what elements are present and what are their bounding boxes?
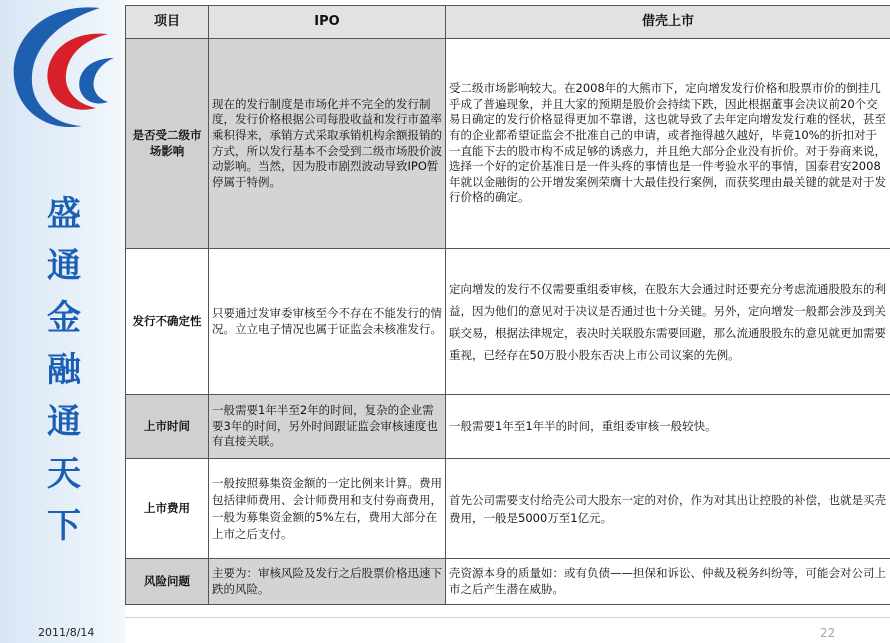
slogan-char: 金	[47, 298, 81, 338]
slide-date: 2011/8/14	[38, 626, 95, 639]
row-label: 是否受二级市场影响	[126, 39, 209, 249]
table-row	[126, 39, 890, 249]
slogan-char: 下	[47, 506, 81, 546]
backdoor-cell: 壳资源本身的质量如：或有负债——担保和诉讼、仲裁及税务纠纷等，可能会对公司上市之后产生潜在威胁。	[446, 559, 890, 605]
slogan-char: 通	[47, 246, 81, 286]
slogan-char: 天	[47, 454, 81, 494]
row-label: 上市费用	[126, 459, 209, 559]
ipo-cell: 一般按照募集资金额的一定比例来计算。费用包括律师费用、会计师费用和支付券商费用，一般为募集资金额的5%左右，费用大部分在上市之后支付。	[209, 459, 446, 559]
ipo-cell: 只要通过发审委审核至今不存在不能发行的情况。立立电子情况也属于证监会未核准发行。	[209, 249, 446, 395]
vertical-company-slogan	[40, 188, 88, 552]
page-number: 22	[820, 626, 836, 640]
header-backdoor-listing: 借壳上市	[446, 6, 890, 39]
sidebar	[0, 0, 125, 643]
table-row	[126, 395, 890, 459]
backdoor-cell: 首先公司需要支付给壳公司大股东一定的对价，作为对其出让控股的补偿，也就是买壳费用，一般是5000万至1亿元。	[446, 459, 890, 559]
table-row	[126, 559, 890, 605]
table-header-row	[126, 6, 890, 39]
ipo-cell: 现在的发行制度是市场化并不完全的发行制度，发行价格根据公司每股收益和发行市盈率乘积得来，承销方式采取承销机构余额报销的方式，所以发行基本不会受到二级市场股价波动影响。当然，因为股市剧烈波动导致IPO暂停属于特例。	[209, 39, 446, 249]
row-label: 风险问题	[126, 559, 209, 605]
backdoor-cell: 定向增发的发行不仅需要重组委审核，在股东大会通过时还要充分考虑流通股股东的利益，因为他们的意见对于决议是否通过也十分关键。另外，定向增发一般都会涉及到关联交易，根据法律规定，表决时关联股东需要回避，那么流通股股东的意见就更加需要重视，已经存在50万股小股东否决上市公司议案的先例。	[446, 249, 890, 395]
table-row	[126, 249, 890, 395]
row-label: 发行不确定性	[126, 249, 209, 395]
row-label: 上市时间	[126, 395, 209, 459]
footer-divider	[125, 617, 890, 618]
company-logo	[4, 0, 122, 150]
backdoor-cell: 一般需要1年至1年半的时间，重组委审核一般较快。	[446, 395, 890, 459]
ipo-cell: 主要为：审核风险及发行之后股票价格迅速下跌的风险。	[209, 559, 446, 605]
slogan-char: 通	[47, 402, 81, 442]
table-row	[126, 459, 890, 559]
header-item: 项目	[126, 6, 209, 39]
slogan-char: 盛	[47, 194, 81, 234]
slogan-char: 融	[47, 350, 81, 390]
header-ipo: IPO	[209, 6, 446, 39]
comparison-table	[125, 5, 890, 605]
ipo-cell: 一般需要1年半至2年的时间，复杂的企业需要3年的时间，另外时间跟证监会审核速度也有直接关联。	[209, 395, 446, 459]
backdoor-cell: 受二级市场影响较大。在2008年的大熊市下，定向增发发行价格和股票市价的倒挂几乎成了普遍现象，并且大家的预期是股价会持续下跌，因此根据董事会决议前20个交易日确定的发行价格显得更加不靠谱，这也就导致了去年定向增发发行难的怪状，甚至有的企业都希望证监会不批准自己的申请，或者拖得越久越好，毕竟10%的折扣对于一直能下去的股市构不成足够的诱惑力，并且绝大部分企业没有折价。对于券商来说，选择一个好的定价基准日是一件头疼的事情也是一件考验水平的事情，国泰君安2008年就以金融街的公开增发案例荣膺十大最佳投行案例，而获奖理由最关键的就是对于发行价格的确定。	[446, 39, 890, 249]
